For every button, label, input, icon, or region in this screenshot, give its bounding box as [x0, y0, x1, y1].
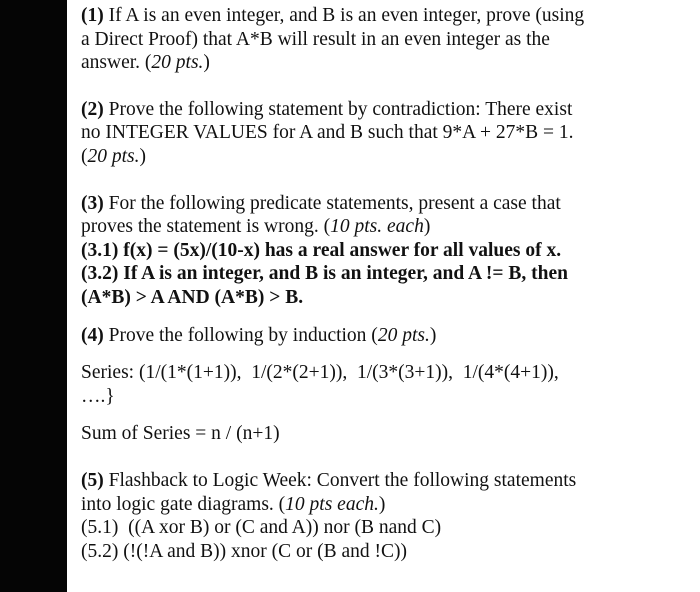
q3-points: 10 pts. each — [330, 216, 424, 238]
q3-line-2: proves the statement is wrong. (10 pts. each) — [81, 216, 431, 238]
q2-line-3: (20 pts.) — [81, 145, 147, 167]
q2-points: 20 pts. — [87, 145, 140, 167]
q4-points: 20 pts. — [377, 324, 430, 346]
document-panel — [67, 0, 700, 592]
q1-number: (1) — [81, 5, 104, 26]
q2-line-1: (2) Prove the following statement by contradiction: There exist — [81, 98, 573, 120]
q1-line-3: answer. (20 pts.) — [81, 52, 210, 74]
q3-number: (3) — [81, 192, 104, 214]
q5-statement-2: (5.2) (!(!A and B)) xnor (C or (B and !C)) — [81, 540, 407, 562]
q3-statement-2b: (A*B) > A AND (A*B) > B. — [81, 286, 304, 308]
q4-sum-of-series: Sum of Series = n / (n+1) — [81, 423, 280, 445]
q4-series-line-2: ….} — [81, 385, 115, 407]
q3-line-1: (3) For the following predicate statements, present a case that — [81, 192, 561, 214]
homework-content — [81, 4, 693, 563]
q2-line-2: no INTEGER VALUES for A and B such that 9*A + 27*B = 1. — [81, 122, 574, 144]
q1-points: 20 pts. — [151, 52, 204, 74]
q2-number: (2) — [81, 98, 104, 120]
q4-number: (4) — [81, 324, 104, 346]
q5-line-1: (5) Flashback to Logic Week: Convert the following statements — [81, 469, 577, 491]
q5-statement-1: (5.1) ((A xor B) or (C and A)) nor (B nand C) — [81, 517, 442, 539]
q4-line-1: (4) Prove the following by induction (20 pts.) — [81, 324, 437, 346]
q1-line-1: (1) If A is an even integer, and B is an even integer, prove (using — [81, 5, 585, 26]
q1-line-2: a Direct Proof) that A*B will result in an even integer as the — [81, 28, 550, 50]
q4-series-line-1: Series: (1/(1*(1+1)), 1/(2*(2+1)), 1/(3*(3+1)), 1/(4*(4+1)), — [81, 362, 559, 384]
q3-statement-2a: (3.2) If A is an integer, and B is an integer, and A != B, then — [81, 263, 568, 285]
q5-points: 10 pts each. — [285, 493, 379, 515]
q5-number: (5) — [81, 469, 104, 491]
q3-statement-1: (3.1) f(x) = (5x)/(10-x) has a real answer for all values of x. — [81, 239, 562, 261]
q5-line-2: into logic gate diagrams. (10 pts each.) — [81, 493, 386, 515]
